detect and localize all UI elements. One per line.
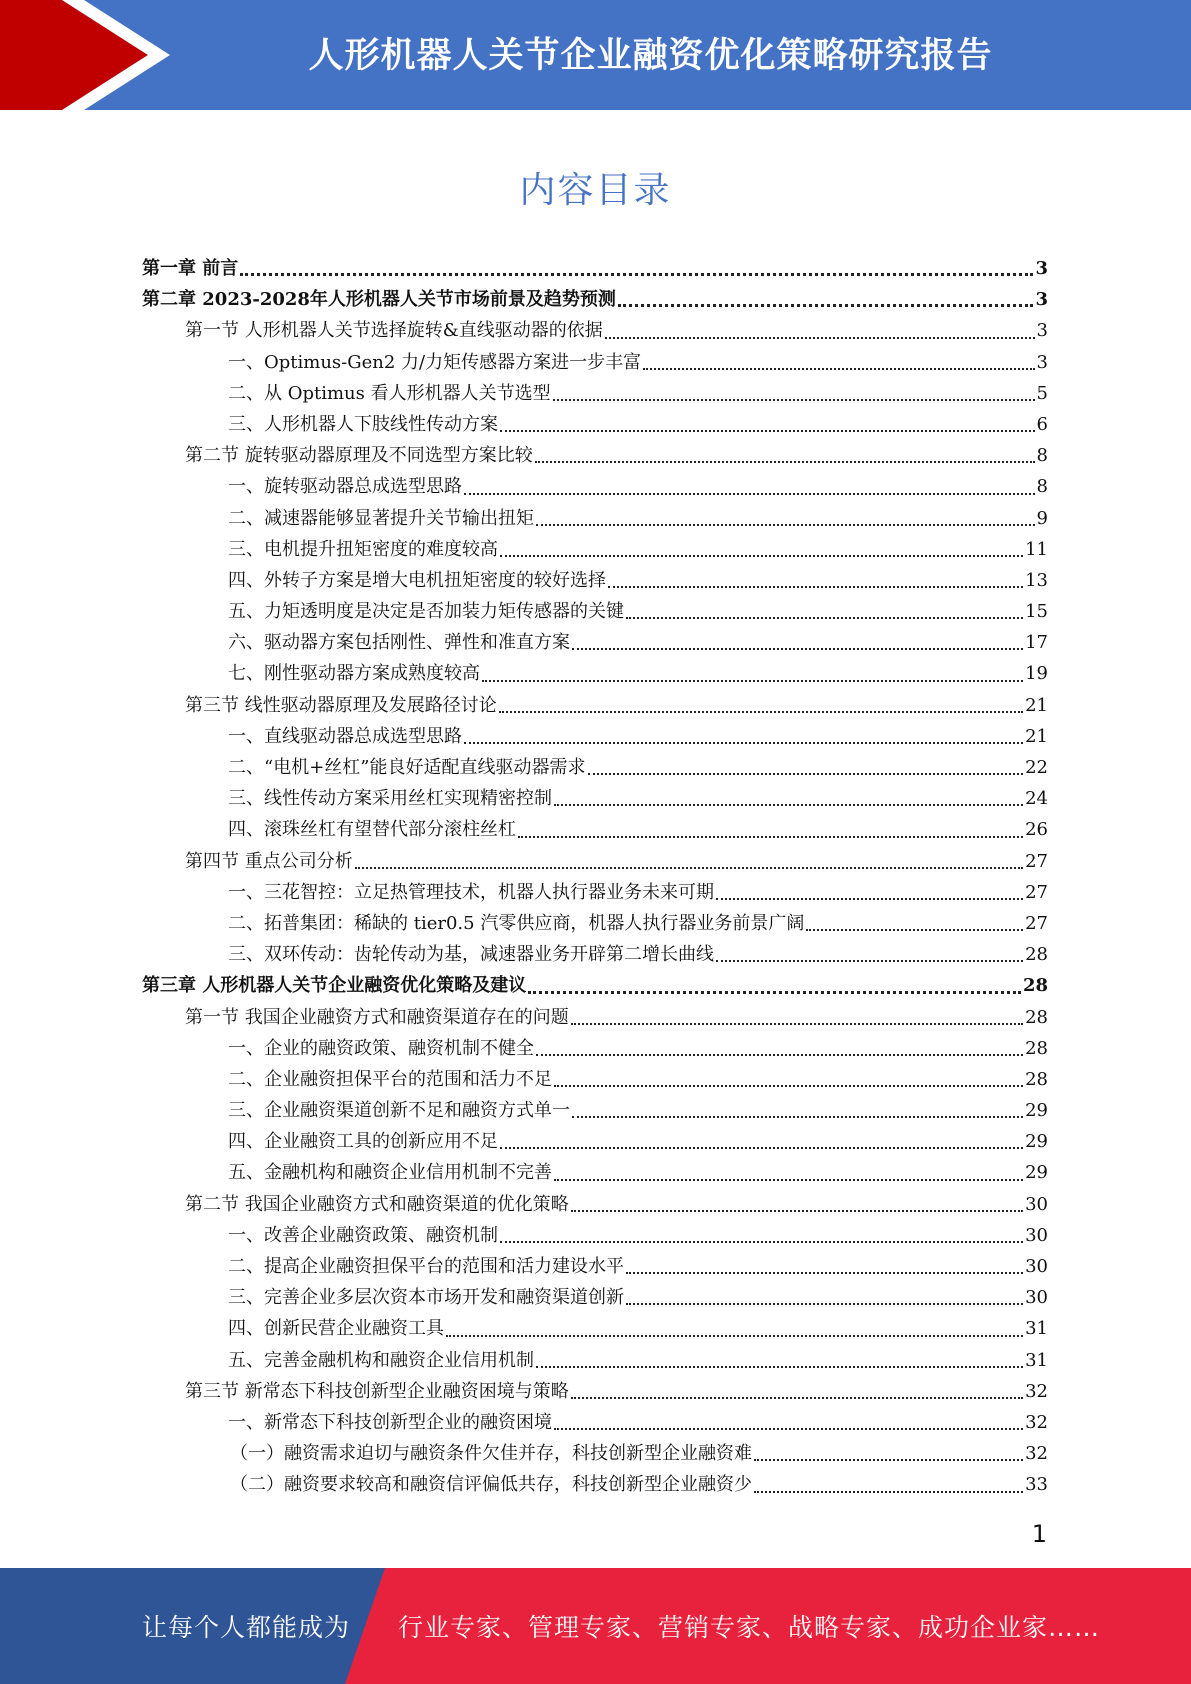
toc-entry[interactable]	[142, 1033, 1048, 1064]
toc-entry[interactable]	[142, 1438, 1048, 1469]
toc-entry[interactable]	[142, 783, 1048, 814]
toc-entry-page: 27	[1025, 881, 1048, 903]
toc-dot-leader	[240, 272, 1033, 276]
toc-entry-page: 33	[1025, 1474, 1048, 1496]
toc-dot-leader	[572, 1115, 1023, 1118]
toc-entry-title: 第一节 人形机器人关节选择旋转&直线驱动器的依据	[185, 320, 603, 342]
toc-entry-page: 19	[1025, 663, 1048, 685]
toc-dot-leader	[535, 460, 1035, 463]
toc-dot-leader	[536, 523, 1035, 526]
toc-dot-leader	[464, 492, 1035, 495]
toc-entry[interactable]	[142, 1064, 1048, 1095]
toc-entry-title: （一）融资需求迫切与融资条件欠佳并存，科技创新型企业融资难	[230, 1443, 752, 1465]
toc-entry-page: 28	[1025, 1068, 1048, 1090]
toc-entry-title: 第二节 旋转驱动器原理及不同选型方案比较	[185, 445, 533, 467]
footer-slogan-left: 让每个人都能成为	[142, 1613, 351, 1642]
toc-entry-page: 29	[1025, 1100, 1048, 1122]
toc-entry[interactable]	[142, 1407, 1048, 1438]
toc-entry-title: 二、从 Optimus 看人形机器人关节选型	[228, 382, 551, 404]
toc-dot-leader	[572, 647, 1023, 650]
toc-entry[interactable]	[142, 908, 1048, 939]
toc-entry-page: 3	[1035, 258, 1048, 279]
toc-heading: 内容目录	[519, 170, 672, 211]
toc-dot-leader	[716, 897, 1023, 900]
toc-entry-title: 四、创新民营企业融资工具	[228, 1318, 444, 1340]
toc-entry[interactable]	[142, 1282, 1048, 1313]
toc-dot-leader	[571, 1209, 1023, 1212]
toc-entry[interactable]	[142, 1376, 1048, 1407]
toc-entry-title: 三、完善企业多层次资本市场开发和融资渠道创新	[228, 1287, 624, 1309]
toc-dot-leader	[588, 772, 1024, 775]
toc-entry[interactable]	[142, 440, 1048, 471]
toc-dot-leader	[500, 1240, 1023, 1243]
toc-entry-title: 四、外转子方案是增大电机扭矩密度的较好选择	[228, 569, 606, 591]
toc-entry-title: 第一节 我国企业融资方式和融资渠道存在的问题	[185, 1006, 569, 1028]
toc-dot-leader	[554, 1427, 1023, 1430]
toc-entry-title: 二、“电机+丝杠”能良好适配直线驱动器需求	[228, 757, 586, 778]
toc-entry[interactable]	[142, 1095, 1048, 1126]
toc-entry-title: 三、人形机器人下肢线性传动方案	[228, 413, 498, 435]
toc-entry-page: 29	[1025, 1162, 1048, 1184]
toc-entry[interactable]	[142, 1126, 1048, 1157]
toc-entry-page: 27	[1025, 850, 1048, 872]
toc-entry-page: 21	[1025, 725, 1048, 747]
toc-entry[interactable]	[142, 503, 1048, 534]
footer-banner	[0, 1568, 1191, 1684]
toc-entry-page: 28	[1025, 1037, 1048, 1059]
toc-entry-title: 二、拓普集团：稀缺的 tier0.5 汽零供应商，机器人执行器业务前景广阔	[228, 912, 805, 934]
table-of-contents	[142, 253, 1048, 1501]
toc-entry-title: 第三节 新常态下科技创新型企业融资困境与策略	[185, 1380, 569, 1402]
toc-dot-leader	[482, 679, 1023, 682]
toc-dot-leader	[643, 367, 1034, 370]
toc-entry[interactable]	[142, 1002, 1048, 1033]
toc-entry[interactable]	[142, 752, 1048, 783]
toc-entry-page: 9	[1036, 507, 1048, 529]
toc-dot-leader	[355, 866, 1023, 869]
toc-entry-page: 5	[1036, 382, 1048, 404]
toc-entry-page: 30	[1025, 1256, 1048, 1277]
toc-dot-leader	[536, 1365, 1023, 1368]
toc-dot-leader	[626, 1302, 1023, 1305]
toc-entry-page: 11	[1025, 538, 1048, 560]
toc-entry-page: 3	[1036, 320, 1048, 342]
toc-entry[interactable]	[142, 284, 1048, 315]
toc-entry-page: 17	[1025, 632, 1048, 654]
toc-entry-title: 第一章 前言	[142, 258, 239, 279]
header-banner	[0, 0, 1191, 110]
toc-dot-leader	[754, 1458, 1023, 1461]
footer-slogan-right: 行业专家、管理专家、营销专家、战略专家、成功企业家……	[398, 1613, 1101, 1642]
toc-entry-title: 六、驱动器方案包括刚性、弹性和准直方案	[228, 632, 570, 654]
toc-entry-page: 27	[1025, 912, 1048, 934]
toc-entry[interactable]	[142, 471, 1048, 502]
toc-entry-title: 一、旋转驱动器总成选型思路	[228, 476, 462, 498]
toc-dot-leader	[500, 554, 1023, 557]
toc-dot-leader	[553, 398, 1035, 401]
toc-entry[interactable]	[142, 877, 1048, 908]
toc-entry-page: 28	[1025, 944, 1048, 966]
toc-entry-title: 一、改善企业融资政策、融资机制	[228, 1224, 498, 1246]
toc-entry-title: 一、Optimus-Gen2 力/力矩传感器方案进一步丰富	[228, 351, 642, 373]
toc-dot-leader	[605, 336, 1035, 339]
toc-entry-page: 32	[1025, 1443, 1048, 1465]
toc-dot-leader	[500, 429, 1035, 432]
toc-entry[interactable]	[142, 846, 1048, 877]
toc-entry[interactable]	[142, 721, 1048, 752]
toc-entry-title: 一、三花智控：立足热管理技术，机器人执行器业务未来可期	[228, 881, 714, 903]
toc-entry[interactable]	[142, 939, 1048, 970]
toc-entry[interactable]	[142, 1345, 1048, 1376]
toc-dot-leader	[446, 1334, 1023, 1337]
toc-dot-leader	[571, 1022, 1023, 1025]
toc-entry-title: 第三节 线性驱动器原理及发展路径讨论	[185, 694, 497, 716]
toc-entry-title: （二）融资要求较高和融资信评偏低共存，科技创新型企业融资少	[230, 1474, 752, 1496]
toc-entry[interactable]	[142, 1313, 1048, 1344]
toc-entry-title: 三、企业融资渠道创新不足和融资方式单一	[228, 1100, 570, 1122]
toc-entry-title: 五、力矩透明度是决定是否加装力矩传感器的关键	[228, 601, 624, 623]
toc-entry[interactable]	[142, 1189, 1048, 1220]
toc-entry[interactable]	[142, 347, 1048, 378]
toc-dot-leader	[536, 1053, 1023, 1056]
toc-entry-title: 一、企业的融资政策、融资机制不健全	[228, 1037, 534, 1059]
toc-entry-title: 第三章 人形机器人关节企业融资优化策略及建议	[142, 975, 527, 997]
toc-entry-title: 七、刚性驱动器方案成熟度较高	[228, 663, 480, 685]
toc-entry-title: 三、电机提升扭矩密度的难度较高	[228, 538, 498, 560]
toc-entry-page: 32	[1025, 1380, 1048, 1402]
toc-entry-page: 21	[1025, 694, 1048, 716]
toc-entry-page: 8	[1036, 445, 1048, 467]
toc-dot-leader	[806, 928, 1023, 931]
toc-dot-leader	[528, 990, 1021, 994]
toc-dot-leader	[499, 710, 1023, 713]
toc-entry[interactable]	[142, 690, 1048, 721]
toc-entry[interactable]	[142, 253, 1048, 284]
toc-dot-leader	[518, 835, 1023, 838]
toc-dot-leader	[626, 616, 1023, 619]
toc-dot-leader	[500, 1146, 1023, 1149]
toc-entry[interactable]	[142, 534, 1048, 565]
page-number: 1	[1031, 1520, 1047, 1548]
toc-dot-leader	[554, 803, 1023, 806]
toc-dot-leader	[571, 1396, 1023, 1399]
toc-entry[interactable]	[142, 1220, 1048, 1251]
toc-dot-leader	[716, 959, 1023, 962]
report-title: 人形机器人关节企业融资优化策略研究报告	[308, 36, 993, 76]
toc-entry-title: 五、金融机构和融资企业信用机制不完善	[228, 1162, 552, 1184]
toc-entry-page: 30	[1025, 1193, 1048, 1215]
toc-entry-page: 15	[1025, 601, 1048, 623]
toc-entry-page: 32	[1025, 1411, 1048, 1433]
toc-entry-page: 26	[1025, 819, 1048, 841]
toc-entry-title: 四、企业融资工具的创新应用不足	[228, 1131, 498, 1153]
toc-dot-leader	[554, 1178, 1023, 1181]
toc-entry-page: 30	[1025, 1287, 1048, 1309]
toc-dot-leader	[626, 1271, 1023, 1274]
toc-entry-page: 28	[1025, 1006, 1048, 1028]
toc-entry-page: 3	[1035, 289, 1048, 311]
toc-entry-page: 31	[1025, 1318, 1048, 1340]
toc-dot-leader	[554, 1084, 1023, 1087]
toc-entry[interactable]	[142, 378, 1048, 409]
toc-entry-page: 30	[1025, 1224, 1048, 1246]
toc-entry[interactable]	[142, 1157, 1048, 1188]
toc-entry[interactable]	[142, 596, 1048, 627]
toc-dot-leader	[464, 741, 1023, 744]
toc-entry[interactable]	[142, 409, 1048, 440]
toc-entry-page: 13	[1025, 569, 1048, 591]
toc-entry[interactable]	[142, 658, 1048, 689]
toc-entry[interactable]	[142, 315, 1048, 346]
toc-entry[interactable]	[142, 565, 1048, 596]
toc-entry-title: 三、双环传动：齿轮传动为基，减速器业务开辟第二增长曲线	[228, 944, 714, 966]
toc-entry[interactable]	[142, 1251, 1048, 1282]
toc-entry[interactable]	[142, 1469, 1048, 1500]
toc-entry[interactable]	[142, 970, 1048, 1001]
toc-entry-page: 29	[1025, 1131, 1048, 1153]
toc-entry-page: 3	[1036, 351, 1048, 373]
toc-entry-title: 四、滚珠丝杠有望替代部分滚柱丝杠	[228, 819, 516, 841]
toc-entry-page: 31	[1025, 1349, 1048, 1371]
toc-entry-title: 第二章 2023-2028年人形机器人关节市场前景及趋势预测	[142, 289, 616, 311]
toc-entry-page: 6	[1036, 413, 1048, 435]
toc-entry-title: 三、线性传动方案采用丝杠实现精密控制	[228, 788, 552, 810]
toc-entry-page: 8	[1036, 476, 1048, 498]
toc-entry[interactable]	[142, 814, 1048, 845]
toc-entry-title: 二、减速器能够显著提升关节输出扭矩	[228, 507, 534, 529]
toc-entry[interactable]	[142, 627, 1048, 658]
toc-entry-page: 22	[1025, 757, 1048, 778]
toc-dot-leader	[754, 1490, 1023, 1493]
toc-dot-leader	[608, 585, 1023, 588]
toc-entry-title: 二、企业融资担保平台的范围和活力不足	[228, 1068, 552, 1090]
toc-dot-leader	[618, 303, 1034, 307]
toc-entry-title: 二、提高企业融资担保平台的范围和活力建设水平	[228, 1256, 624, 1277]
toc-entry-title: 第四节 重点公司分析	[185, 850, 353, 872]
toc-entry-title: 五、完善金融机构和融资企业信用机制	[228, 1349, 534, 1371]
toc-entry-title: 一、直线驱动器总成选型思路	[228, 725, 462, 747]
toc-entry-title: 第二节 我国企业融资方式和融资渠道的优化策略	[185, 1193, 569, 1215]
toc-entry-page: 28	[1022, 975, 1048, 997]
toc-entry-title: 一、新常态下科技创新型企业的融资困境	[228, 1411, 552, 1433]
toc-entry-page: 24	[1025, 788, 1048, 810]
